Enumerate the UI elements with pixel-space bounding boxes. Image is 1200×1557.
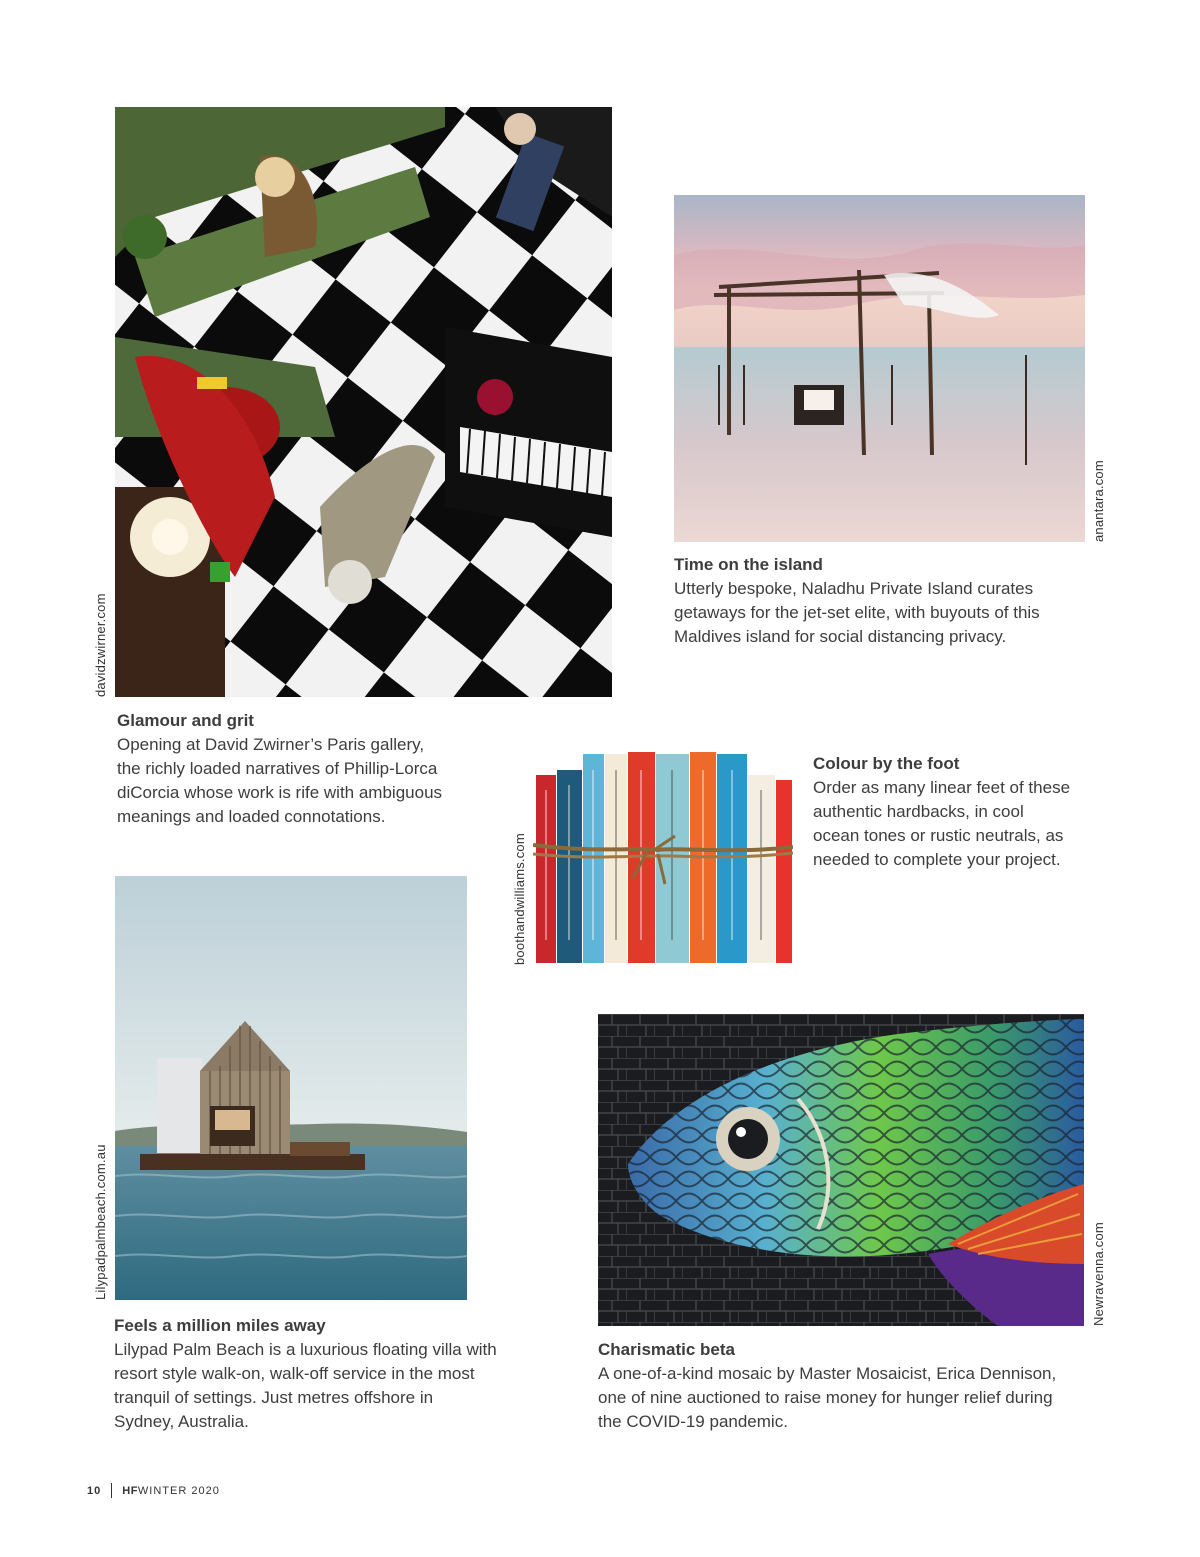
caption-island-line-1: Utterly bespoke, Naladhu Private Island curates xyxy=(674,579,1034,598)
caption-feels-line-2: resort style walk-on, walk-off service in the most xyxy=(114,1364,475,1383)
caption-beta-title: Charismatic beta xyxy=(598,1340,735,1359)
caption-colour-line-4: needed to complete your project. xyxy=(813,850,1061,869)
credit-boothandwilliams: boothandwilliams.com xyxy=(512,833,527,965)
issue-label: WINTER 2020 xyxy=(137,1484,220,1497)
credit-lilypadpalmbeach: Lilypadpalmbeach.com.au xyxy=(93,1144,108,1300)
page-footer xyxy=(87,1483,220,1498)
photo-floating-villa xyxy=(115,876,467,1300)
caption-beta-line-2: one of nine auctioned to raise money for hunger relief during xyxy=(598,1388,1053,1407)
footer-divider xyxy=(111,1483,112,1498)
caption-island-line-3: Maldives island for social distancing privacy. xyxy=(674,627,1007,646)
caption-colour-line-1: Order as many linear feet of these xyxy=(813,778,1071,797)
caption-feels-title: Feels a million miles away xyxy=(114,1316,326,1335)
caption-colour-title: Colour by the foot xyxy=(813,754,960,773)
photo-island-beach xyxy=(674,195,1085,542)
photo-books-bundle xyxy=(533,750,793,965)
caption-colour-line-3: ocean tones or rustic neutrals, as xyxy=(813,826,1064,845)
caption-beta-line-1: A one-of-a-kind mosaic by Master Mosaicist, Erica Dennison, xyxy=(598,1364,1057,1383)
caption-feels-line-1: Lilypad Palm Beach is a luxurious floating villa with xyxy=(114,1340,497,1359)
caption-island-line-2: getaways for the jet-set elite, with buyouts of this xyxy=(674,603,1040,622)
page-number: 10 xyxy=(87,1484,102,1497)
caption-feels-line-3: tranquil of settings. Just metres offshore in xyxy=(114,1388,434,1407)
credit-newravenna: Newravenna.com xyxy=(1091,1222,1106,1326)
credit-anantara: anantara.com xyxy=(1091,460,1106,542)
photo-glamour-interior xyxy=(115,107,612,697)
caption-colour-line-2: authentic hardbacks, in cool xyxy=(813,802,1024,821)
caption-island xyxy=(674,553,1094,649)
photo-fish-mosaic xyxy=(598,1014,1084,1326)
caption-beta xyxy=(598,1338,1118,1434)
credit-davidzwirner: davidzwirner.com xyxy=(93,593,108,697)
magazine-brand: HF xyxy=(122,1484,138,1497)
caption-glamour-line-3: diCorcia whose work is rife with ambiguous xyxy=(117,783,443,802)
caption-feels xyxy=(114,1314,574,1434)
caption-island-title: Time on the island xyxy=(674,555,823,574)
caption-glamour-line-4: meanings and loaded connotations. xyxy=(117,807,386,826)
caption-glamour-title: Glamour and grit xyxy=(117,711,254,730)
caption-glamour xyxy=(117,709,517,829)
caption-colour xyxy=(813,752,1113,872)
caption-beta-line-3: the COVID-19 pandemic. xyxy=(598,1412,788,1431)
caption-feels-line-4: Sydney, Australia. xyxy=(114,1412,249,1431)
caption-glamour-line-2: the richly loaded narratives of Phillip-Lorca xyxy=(117,759,438,778)
caption-glamour-line-1: Opening at David Zwirner’s Paris gallery, xyxy=(117,735,425,754)
